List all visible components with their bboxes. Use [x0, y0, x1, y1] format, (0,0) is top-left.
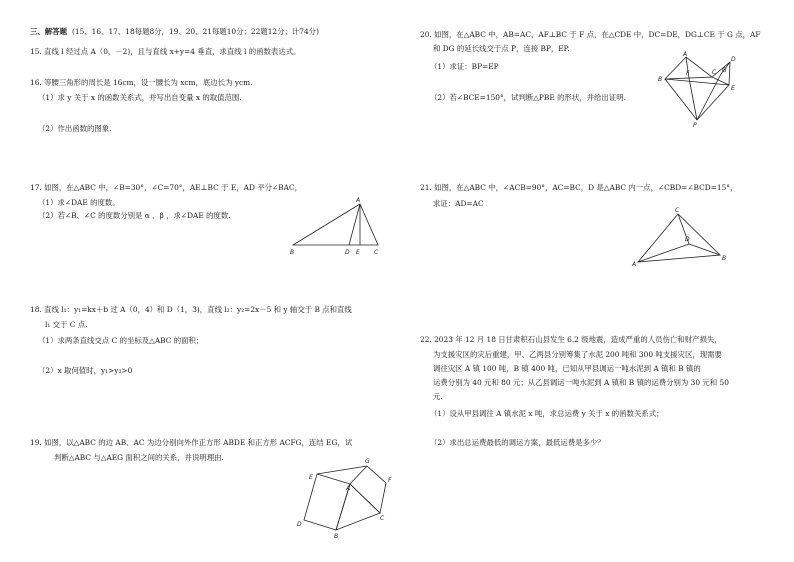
q20-segment-gp [697, 74, 721, 120]
q17-label-e: E [356, 249, 360, 256]
q21-triangle-figure [632, 208, 730, 268]
q18-line2: l₁ 交于 C 点. [45, 320, 88, 329]
q22-line5: 元. [433, 392, 443, 401]
q19-line2: 判断△ABC 与△AEG 面积之间的关系，并说明理由. [54, 453, 224, 462]
q17-label-b: B [290, 249, 295, 256]
q21-label-a: A [632, 261, 637, 268]
q21-label-d: D [685, 236, 690, 243]
q19-segment-eg [317, 466, 367, 474]
q19-label-f: F [388, 477, 392, 484]
q21-triangle-abc [638, 214, 720, 262]
q22-part1: （1）设从甲县调往 A 镇水泥 x 吨，求总运费 y 关于 x 的函数关系式； [430, 409, 664, 418]
q17-text: 17. 如图，在△ABC 中，∠B=30°，∠C=70°，AE⊥BC 于 E，AD 平分∠BAC， [30, 183, 303, 192]
q19-line1: 19. 如图，以△ABC 的边 AB、AC 为边分别向外作正方形 ABDE 和正方形 ACFG，连结 EG，试 [30, 438, 353, 447]
q20-label-f: F [686, 70, 690, 77]
q20-label-g: G [722, 67, 727, 74]
q20-label-d: D [731, 56, 736, 63]
q19-squares-figure [292, 458, 392, 540]
q17-label-d: D [345, 249, 350, 256]
q19-label-d: D [297, 521, 302, 528]
q20-label-b: B [658, 76, 663, 83]
q22-line2: 为支援灾区的灾后重建，甲、乙两县分别筹集了水泥 200 吨和 300 吨支援灾区，现需要 [433, 350, 722, 359]
q20-label-p: P [693, 122, 697, 129]
q16-part2: （2）作出函数的图象. [38, 124, 112, 133]
q22-line1: 22. 2023 年 12 月 18 日甘肃积石山县发生 6.2 级地震，造成严重的人员伤亡和财产损失， [420, 335, 722, 344]
q18-line1: 18. 直线 l₁：y₁=kx＋b 过 A（0，4）和 D（1，3)，直线 l₂：y₂=2x－5 和 y 轴交于 B 点和直线 [30, 305, 352, 314]
q20-label-e: E [731, 85, 735, 92]
q20-line2: 和 DG 的延长线交于点 P，连接 BP，EP. [433, 44, 570, 53]
q19-label-a: A [346, 485, 351, 492]
q20-triangles-figure [656, 52, 746, 134]
q20-line1: 20. 如图，在△ABC 中，AB=AC，AF⊥BC 于 F 点，在△CDE 中，DC=DE，DG⊥CE 于 G 点，AF [420, 30, 761, 39]
q20-label-c: C [712, 69, 717, 76]
section-scoring: (15、16、17、18每题8分，19、20、21每题10分；22题12分；计74分) [72, 27, 319, 36]
q21-line2: 求证：AD=AC [433, 199, 484, 208]
q19-label-b: B [334, 533, 339, 540]
q20-label-a: A [683, 51, 688, 58]
q22-line3: 调往灾区 A 镇 100 吨，B 镇 400 吨，已知从甲县调运一吨水泥到 A 镇和 B 镇的 [433, 364, 701, 373]
q21-segment-bd [689, 244, 720, 255]
q19-label-e: E [309, 474, 313, 481]
section-title: 三、解答题 [30, 27, 67, 36]
q22-line4: 运费分别为 40 元和 80 元；从乙县调运一吨水泥到 A 镇和 B 镇的运费分别为 30 元和 50 [433, 378, 729, 387]
q19-label-g: G [365, 458, 370, 465]
q20-segment-be [665, 79, 729, 85]
q16-text: 16. 等腰三角形的周长是 16cm，设一腰长为 xcm，底边长为 ycm. [30, 78, 253, 87]
q19-square-abde [304, 474, 350, 530]
q17-label-a: A [356, 197, 361, 204]
q21-label-b: B [722, 255, 727, 262]
q17-triangle-abc [293, 204, 378, 245]
q20-part2: （2）若∠BCE=150°，试判断△PBE 的形状，并给出证明. [430, 93, 626, 102]
q18-part1: （1）求两条直线交点 C 的坐标及△ABC 的面积； [38, 336, 204, 345]
q21-line1: 21. 如图，在△ABC 中，∠ACB=90°，AC=BC，D 是△ABC 内一点，∠CBD=∠BCD=15°， [420, 183, 738, 192]
q16-part1: （1）求 y 关于 x 的函数关系式，并写出自变量 x 的取值范围. [38, 93, 242, 102]
q20-segment-bp [665, 79, 697, 120]
q17-part2: （2）若∠B、∠C 的度数分别是 α 、β ，求∠DAE 的度数. [38, 211, 231, 220]
q22-part2: （2）求出总运费最低的调运方案，最低运费是多少？ [430, 438, 605, 447]
q21-label-c: C [675, 207, 680, 214]
q15-text: 15. 直线 l 经过点 A（0，－2)，且与直线 x+y=4 垂直，求直线 l 的函数表达式。 [30, 47, 301, 56]
q20-part1: （1）求证：BP=EP [430, 62, 499, 71]
q17-triangle-figure [288, 196, 388, 258]
q18-part2: （2）x 取何值时，y₁>y₂>0 [38, 366, 133, 375]
q17-part1: （1）求∠DAE 的度数。 [38, 198, 120, 207]
q19-label-c: C [380, 515, 385, 522]
q20-segment-ep [697, 85, 729, 120]
q17-label-c: C [374, 249, 379, 256]
q19-square-acfg [350, 466, 386, 513]
q20-segment-fp [689, 78, 697, 120]
